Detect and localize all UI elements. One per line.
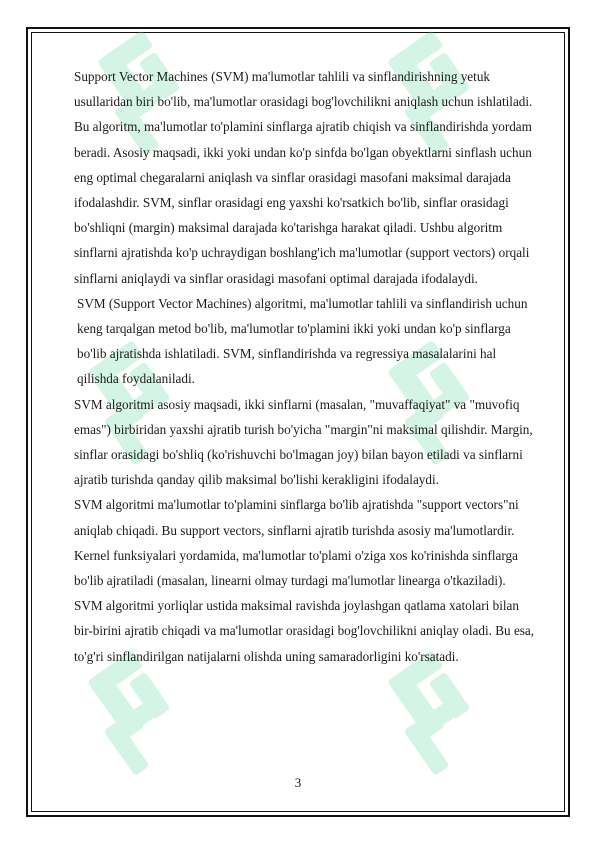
paragraph-svm-margin: SVM algoritmi asosiy maqsadi, ikki sinflarni (masalan, "muvaffaqiyat" va "muvofiq emas") birbiridan yaxshi ajratib turish bo'yicha "margin"ni maksimal qilishdir. Margin, sinflar orasidagi bo'shliq (ko'rishuvchi bo'lmagan joy) bilan bayon etiladi va sinflarni ajratib turishda qanday qilib maksimal bo'lishi kerakligini ifodalaydi. bbox=[74, 396, 533, 488]
paragraph-svm-intro: Support Vector Machines (SVM) ma'lumotlar tahlili va sinflandirishning yetuk usullaridan biri bo'lib, ma'lumotlar orasidagi bog'lovchilikni aniqlash uchun ishlatiladi. Bu algoritm, ma'lumotlar to'plamini sinflarga ajratib chiqish va sinflandirishda yordam beradi. Asosiy maqsadi, ikki yoki undan ko'p sinfda bo'lgan obyektlarni sinflash uchun eng optimal chegaralarni aniqlash va sinflar orasidagi masofani maksimal darajada ifodalashdir. SVM, sinflar orasidagi eng yaxshi ko'rsatkich bo'lib, sinflar orasidagi bo'shliqni (margin) maksimal darajada ko'tarishga harakat qiladi. Ushbu algoritm sinflarni ajratishda ko'p uchraydigan boshlang'ich ma'lumotlar (support vectors) orqali sinflarni aniqlaydi va sinflar orasidagi masofani optimal darajada ifodalaydi. bbox=[74, 69, 533, 286]
document-body bbox=[74, 64, 536, 669]
paragraph-svm-support-vectors: SVM algoritmi ma'lumotlar to'plamini sinflarga bo'lib ajratishda "support vectors"ni aniqlab chiqadi. Bu support vectors, sinflarni ajratib turishda asosiy ma'lumotlardir. Kernel funksiyalari yordamida, ma'lumotlar to'plami o'ziga xos ko'rinishda sinflarga bo'lib ajratiladi (masalan, linearni olmay turdagi ma'lumotlar linearga o'tkaziladi). SVM algoritmi yorliqlar ustida maksimal ravishda joylashgan qatlama xatolari bilan bir-birini ajratib chiqadi va ma'lumotlar orasidagi bog'lovchilikni aniqlay oladi. Bu esa, to'g'ri sinflandirilgan natijalarni olishda uning samaradorligini ko'rsatadi. bbox=[74, 497, 535, 664]
page-number: 3 bbox=[294, 775, 302, 790]
paragraph-svm-overview: SVM (Support Vector Machines) algoritmi, ma'lumotlar tahlili va sinflandirish uchun keng tarqalgan metod bo'lib, ma'lumotlar to'plamini ikki yoki undan ko'p sinflarga bo'lib ajratishda ishlatiladi. SVM, sinflandirishda va regressiya masalalarini hal qilishda foydalaniladi. bbox=[77, 295, 528, 387]
